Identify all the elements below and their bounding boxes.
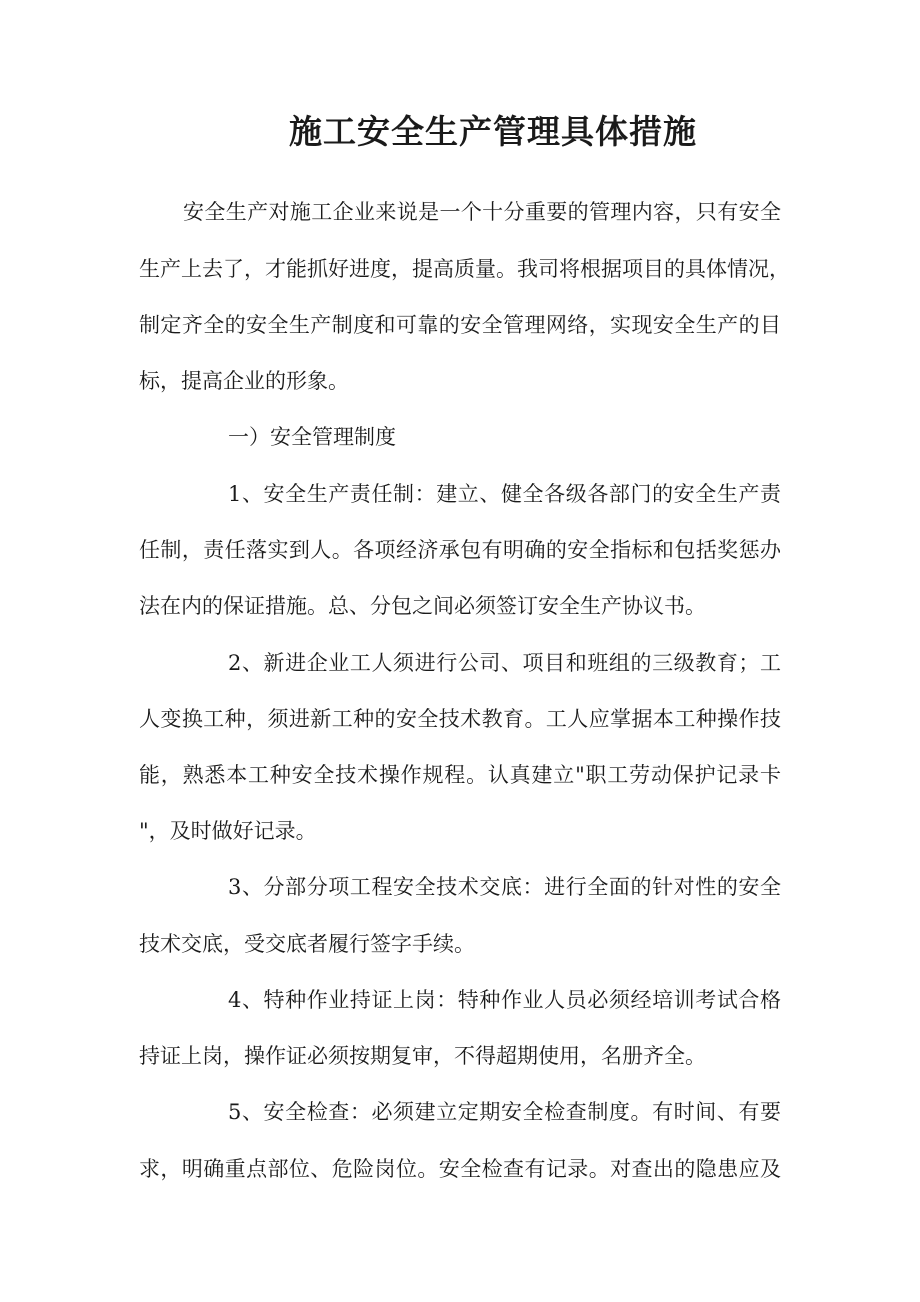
document-title: 施工安全生产管理具体措施 [289, 112, 697, 151]
paragraph-line: 法在内的保证措施。总、分包之间必须签订安全生产协议书。 [139, 594, 706, 618]
paragraph-line: 持证上岗，操作证必须按期复审，不得超期使用，名册齐全。 [139, 1044, 706, 1068]
paragraph-line: 能，熟悉本工种安全技术操作规程。认真建立"职工劳动保护记录卡 [139, 763, 781, 787]
section-heading: 一）安全管理制度 [228, 425, 396, 449]
paragraph-line: 2、新进企业工人须进行公司、项目和班组的三级教育；工 [228, 651, 781, 675]
paragraph-line: 1、安全生产责任制：建立、健全各级各部门的安全生产责 [228, 482, 781, 506]
paragraph-line: "，及时做好记录。 [139, 819, 317, 843]
paragraph-line: 3、分部分项工程安全技术交底：进行全面的针对性的安全 [228, 875, 781, 899]
paragraph-line: 人变换工种，须进新工种的安全技术教育。工人应掌据本工种操作技 [139, 707, 781, 731]
paragraph-line: 任制，责任落实到人。各项经济承包有明确的安全指标和包括奖惩办 [139, 538, 781, 562]
paragraph-line: 制定齐全的安全生产制度和可靠的安全管理网络，实现安全生产的目 [139, 313, 781, 337]
paragraph-line: 标，提高企业的形象。 [139, 369, 349, 393]
paragraph-line: 求，明确重点部位、危险岗位。安全检查有记录。对查出的隐患应及 [139, 1157, 781, 1181]
paragraph-line: 5、安全检查：必须建立定期安全检查制度。有时间、有要 [228, 1100, 781, 1124]
paragraph-line: 安全生产对施工企业来说是一个十分重要的管理内容，只有安全 [183, 200, 781, 224]
paragraph-line: 技术交底，受交底者履行签字手续。 [139, 932, 475, 956]
paragraph-line: 生产上去了，才能抓好进度，提高质量。我司将根据项目的具体情况， [139, 257, 790, 281]
paragraph-line: 4、特种作业持证上岗：特种作业人员必须经培训考试合格 [228, 988, 781, 1012]
